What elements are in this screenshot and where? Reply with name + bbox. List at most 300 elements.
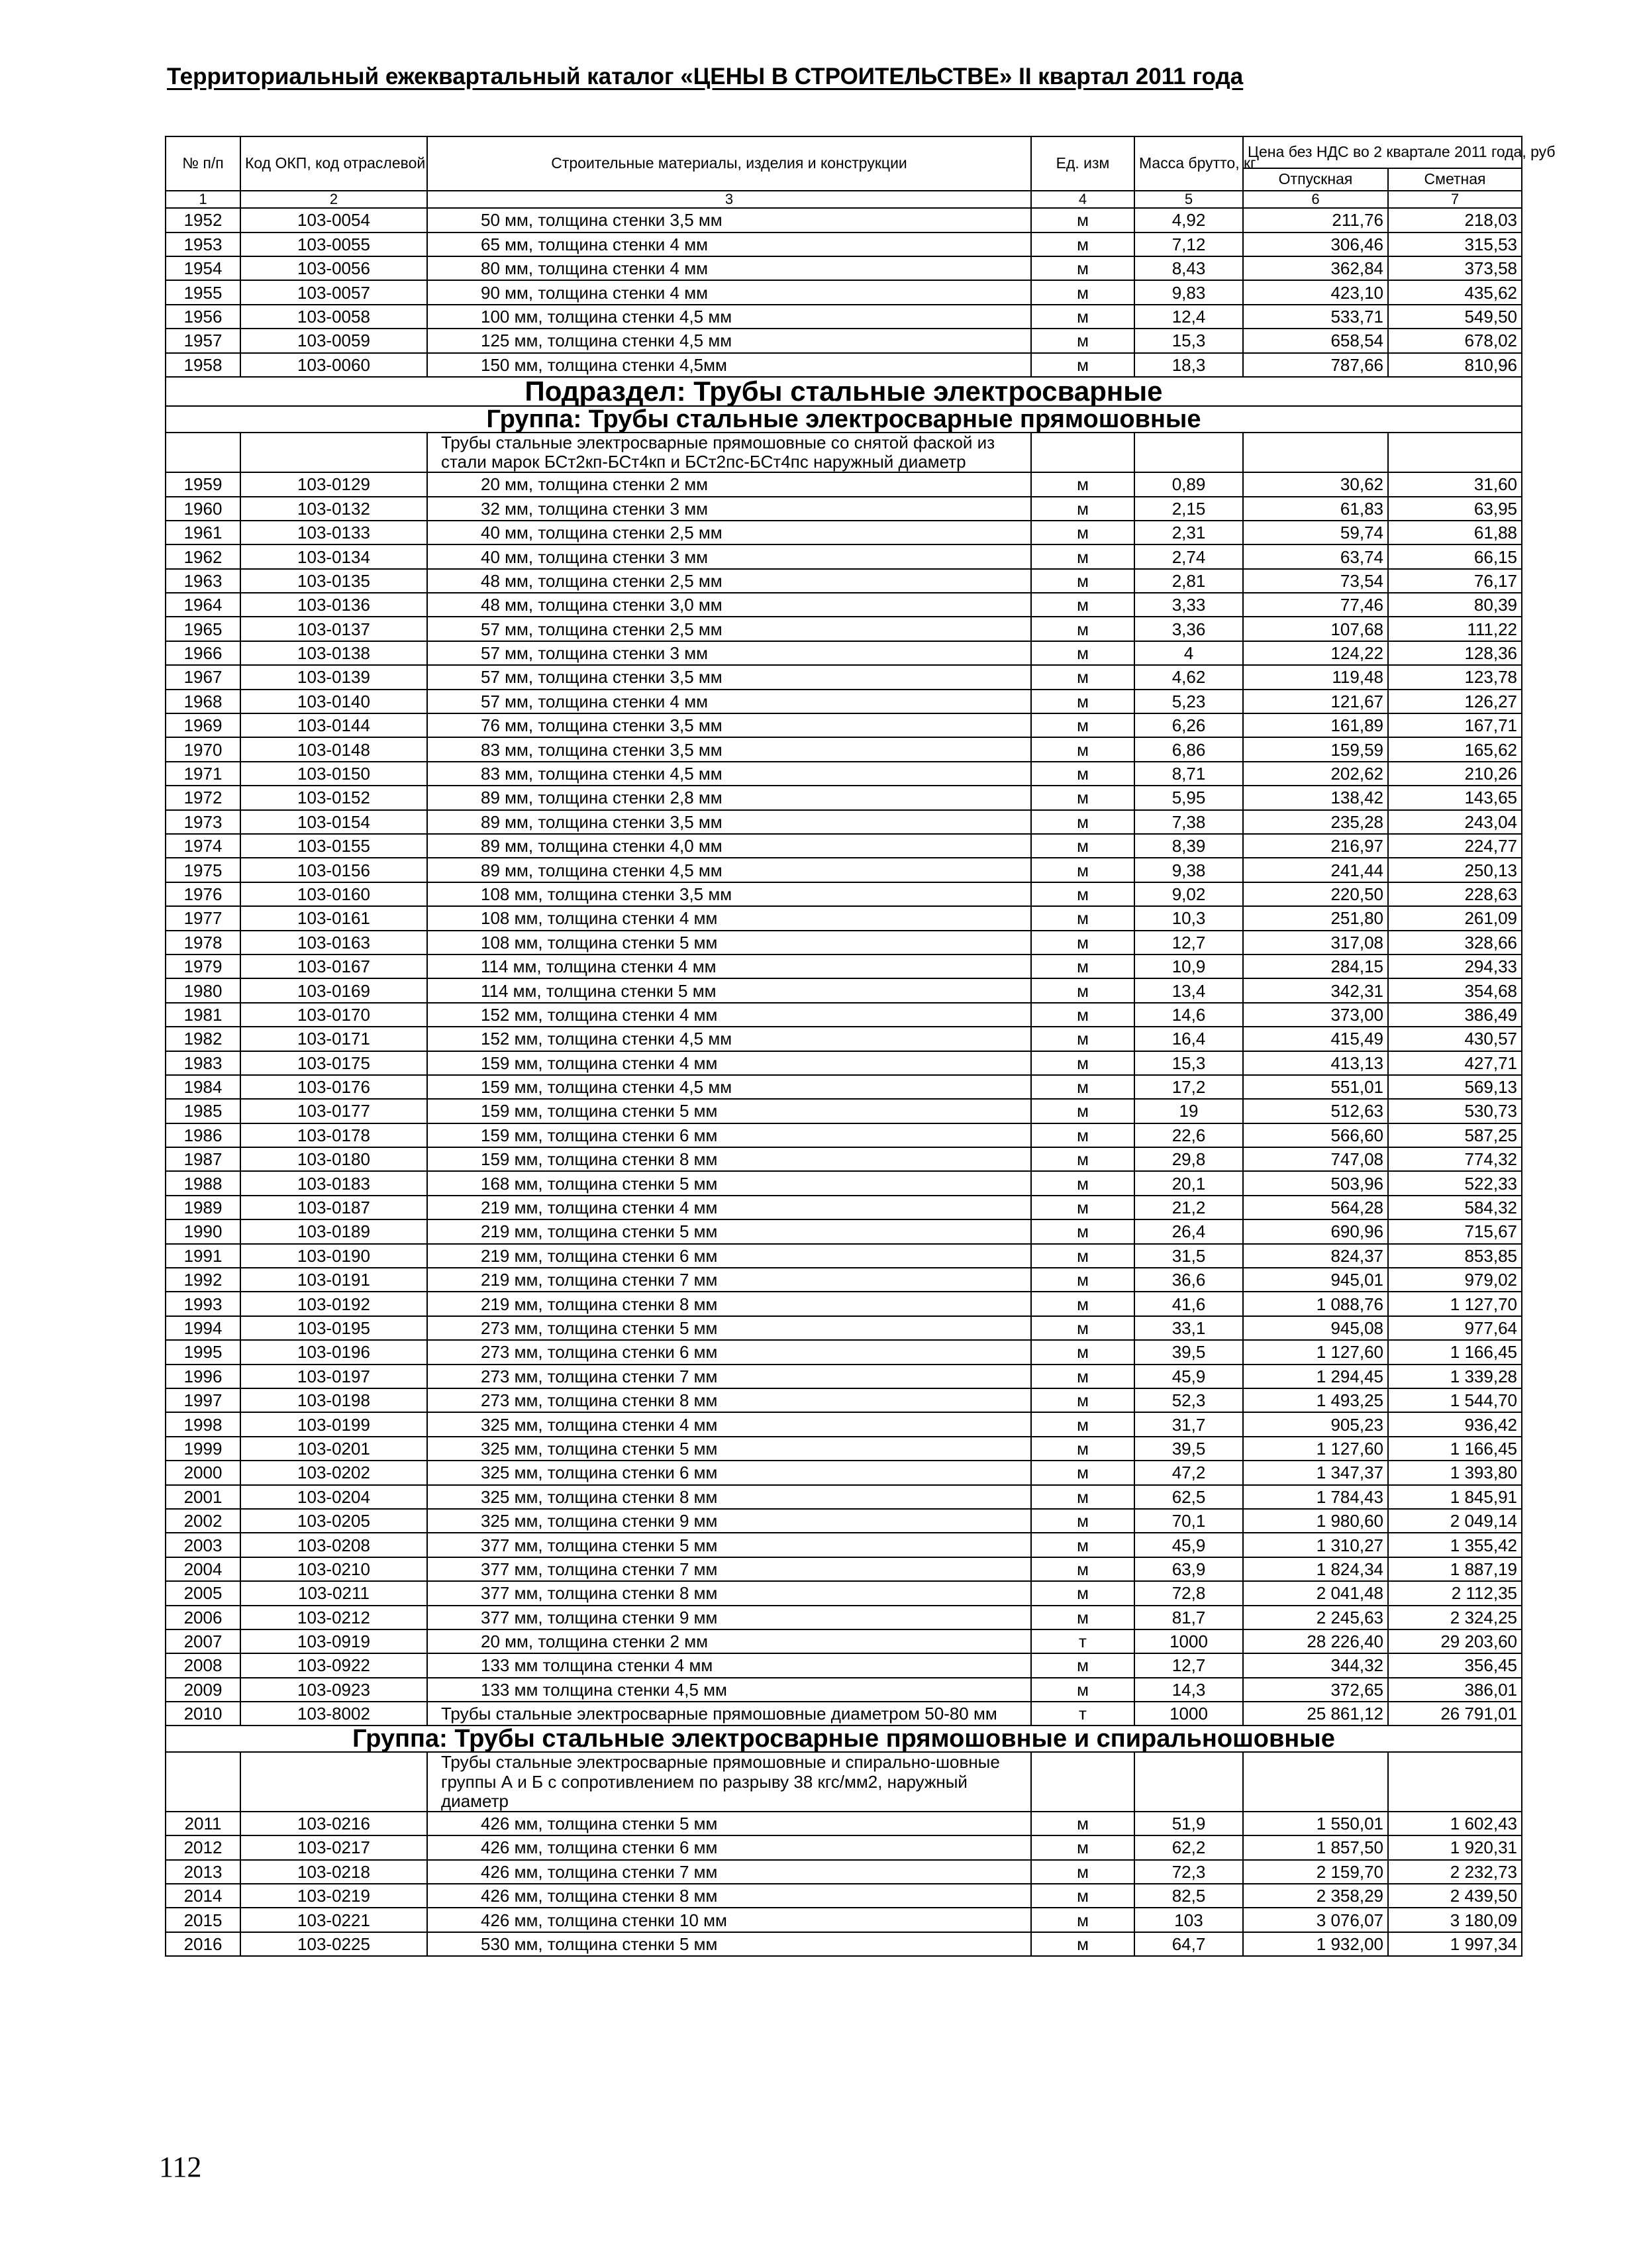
cell-num: 2014 [166, 1884, 240, 1908]
cell-num: 1999 [166, 1437, 240, 1461]
cell-mass: 16,4 [1134, 1027, 1243, 1051]
cell-name: 273 мм, толщина стенки 8 мм [427, 1388, 1031, 1412]
cell-mass: 1000 [1134, 1629, 1243, 1653]
cell-mass: 18,3 [1134, 353, 1243, 377]
cell-name: 50 мм, толщина стенки 3,5 мм [427, 208, 1031, 232]
cell-price-estimate: 2 112,35 [1388, 1581, 1522, 1605]
cell-unit: м [1031, 1606, 1134, 1629]
cell-price-estimate: 143,65 [1388, 786, 1522, 809]
table-row [166, 906, 1522, 930]
cell-mass: 0,89 [1134, 472, 1243, 496]
cell-num: 2001 [166, 1485, 240, 1509]
cell-num: 1962 [166, 544, 240, 568]
table-row [166, 1388, 1522, 1412]
cell-num: 2003 [166, 1533, 240, 1557]
cell-price-estimate: 715,67 [1388, 1219, 1522, 1243]
cell-code: 103-0177 [240, 1099, 427, 1123]
cell-code: 103-0218 [240, 1860, 427, 1884]
cell-num: 1973 [166, 810, 240, 834]
cell-price-release: 1 294,45 [1243, 1365, 1388, 1388]
cell-price-release: 59,74 [1243, 521, 1388, 544]
cell-mass: 5,23 [1134, 690, 1243, 713]
cell-code: 103-0923 [240, 1678, 427, 1702]
table-row [166, 931, 1522, 954]
cell-price-release: 342,31 [1243, 978, 1388, 1002]
cell-unit: м [1031, 690, 1134, 713]
cell-price-estimate: 1 393,80 [1388, 1461, 1522, 1484]
cell-price-release: 63,74 [1243, 544, 1388, 568]
table-row [166, 1533, 1522, 1557]
cell-num: 1992 [166, 1268, 240, 1292]
group-note: Трубы стальные электросварные прямошовные со снятой фаской из стали марок БСт2кп-БСт4кп и БСт2пс-БСт4пс наружный диаметр [427, 433, 1031, 472]
cell-price-estimate: 165,62 [1388, 737, 1522, 761]
cell-mass: 12,7 [1134, 1653, 1243, 1677]
cell-num: 2000 [166, 1461, 240, 1484]
cell-name: 152 мм, толщина стенки 4,5 мм [427, 1027, 1031, 1051]
cell-name: 89 мм, толщина стенки 4,0 мм [427, 834, 1031, 858]
cell-price-estimate: 261,09 [1388, 906, 1522, 930]
table-row [166, 1051, 1522, 1075]
cell-name: 108 мм, толщина стенки 5 мм [427, 931, 1031, 954]
col-header-price-estimate: Сметная [1388, 168, 1522, 191]
cell-unit: м [1031, 1003, 1134, 1027]
cell-price-estimate: 774,32 [1388, 1147, 1522, 1171]
cell-price-release: 1 493,25 [1243, 1388, 1388, 1412]
cell-mass: 82,5 [1134, 1884, 1243, 1908]
cell-price-estimate: 2 232,73 [1388, 1860, 1522, 1884]
cell-name: 152 мм, толщина стенки 4 мм [427, 1003, 1031, 1027]
cell-name: 48 мм, толщина стенки 3,0 мм [427, 593, 1031, 617]
cell-price-estimate: 1 544,70 [1388, 1388, 1522, 1412]
cell-unit: м [1031, 1461, 1134, 1484]
cell-mass: 17,2 [1134, 1075, 1243, 1099]
cell-unit: м [1031, 569, 1134, 593]
cell-unit: м [1031, 521, 1134, 544]
table-row [166, 1860, 1522, 1884]
cell-unit: м [1031, 1388, 1134, 1412]
cell-code: 103-0133 [240, 521, 427, 544]
cell-mass: 8,39 [1134, 834, 1243, 858]
cell-price-estimate: 111,22 [1388, 617, 1522, 641]
cell-unit: м [1031, 1908, 1134, 1932]
cell-num: 1964 [166, 593, 240, 617]
cell-unit: т [1031, 1702, 1134, 1726]
cell-price-estimate: 243,04 [1388, 810, 1522, 834]
cell-price-release: 747,08 [1243, 1147, 1388, 1171]
cell-name: 108 мм, толщина стенки 3,5 мм [427, 882, 1031, 906]
cell-name: 159 мм, толщина стенки 8 мм [427, 1147, 1031, 1171]
cell-name: 57 мм, толщина стенки 2,5 мм [427, 617, 1031, 641]
cell-code: 103-0176 [240, 1075, 427, 1099]
cell-price-estimate: 31,60 [1388, 472, 1522, 496]
cell-num: 2013 [166, 1860, 240, 1884]
cell-price-release: 423,10 [1243, 280, 1388, 304]
cell-price-release: 787,66 [1243, 353, 1388, 377]
cell-code: 103-0057 [240, 280, 427, 304]
cell-unit: м [1031, 1581, 1134, 1605]
cell-price-estimate: 315,53 [1388, 232, 1522, 256]
table-row [166, 1003, 1522, 1027]
group-title: Группа: Трубы стальные электросварные прямошовные [166, 406, 1522, 433]
cell-mass: 2,74 [1134, 544, 1243, 568]
table-row [166, 256, 1522, 280]
cell-name: 20 мм, толщина стенки 2 мм [427, 1629, 1031, 1653]
cell-name: 426 мм, толщина стенки 10 мм [427, 1908, 1031, 1932]
cell-mass: 62,5 [1134, 1485, 1243, 1509]
cell-mass: 7,12 [1134, 232, 1243, 256]
cell-code: 103-0919 [240, 1629, 427, 1653]
cell-name: 57 мм, толщина стенки 3,5 мм [427, 665, 1031, 689]
cell-code: 103-0216 [240, 1812, 427, 1835]
cell-unit: м [1031, 737, 1134, 761]
cell-unit: м [1031, 544, 1134, 568]
cell-price-estimate: 1 355,42 [1388, 1533, 1522, 1557]
cell-price-estimate: 979,02 [1388, 1268, 1522, 1292]
table-row [166, 593, 1522, 617]
cell-price-estimate: 936,42 [1388, 1412, 1522, 1436]
cell-num: 1981 [166, 1003, 240, 1027]
cell-price-release: 235,28 [1243, 810, 1388, 834]
col-number: 1 [166, 191, 240, 208]
col-header-price-release: Отпускная [1243, 168, 1388, 191]
cell-price-estimate: 218,03 [1388, 208, 1522, 232]
cell-name: 40 мм, толщина стенки 2,5 мм [427, 521, 1031, 544]
col-number: 7 [1388, 191, 1522, 208]
cell-unit: м [1031, 978, 1134, 1002]
cell-price-estimate: 810,96 [1388, 353, 1522, 377]
cell-mass: 10,9 [1134, 954, 1243, 978]
cell-unit: м [1031, 641, 1134, 665]
cell-price-estimate: 3 180,09 [1388, 1908, 1522, 1932]
table-row [166, 1292, 1522, 1315]
cell-price-estimate: 977,64 [1388, 1316, 1522, 1340]
col-header-mass: Масса брутто, кг [1134, 136, 1243, 191]
cell-unit: м [1031, 472, 1134, 496]
table-row [166, 1581, 1522, 1605]
cell-price-release: 690,96 [1243, 1219, 1388, 1243]
cell-code: 103-0058 [240, 305, 427, 329]
table-row [166, 641, 1522, 665]
cell-code: 103-0169 [240, 978, 427, 1002]
cell-code: 103-8002 [240, 1702, 427, 1726]
cell-price-release: 73,54 [1243, 569, 1388, 593]
table-row [166, 232, 1522, 256]
cell-price-release: 373,00 [1243, 1003, 1388, 1027]
cell-mass: 36,6 [1134, 1268, 1243, 1292]
cell-unit: м [1031, 1412, 1134, 1436]
col-header-num: № п/п [166, 136, 240, 191]
cell-name: 530 мм, толщина стенки 5 мм [427, 1932, 1031, 1956]
cell-name: 89 мм, толщина стенки 2,8 мм [427, 786, 1031, 809]
cell-unit: м [1031, 1365, 1134, 1388]
cell-mass: 4 [1134, 641, 1243, 665]
cell-unit: м [1031, 1099, 1134, 1123]
cell-mass: 4,62 [1134, 665, 1243, 689]
table-row [166, 834, 1522, 858]
cell-num: 1974 [166, 834, 240, 858]
cell-code: 103-0138 [240, 641, 427, 665]
cell-unit: м [1031, 1437, 1134, 1461]
cell-unit: м [1031, 1196, 1134, 1219]
cell-unit: м [1031, 1678, 1134, 1702]
cell-price-estimate: 80,39 [1388, 593, 1522, 617]
cell-unit: м [1031, 1812, 1134, 1835]
col-number: 3 [427, 191, 1031, 208]
cell-code: 103-0139 [240, 665, 427, 689]
table-row [166, 1219, 1522, 1243]
cell-unit: м [1031, 1884, 1134, 1908]
table-row [166, 737, 1522, 761]
cell-price-estimate: 63,95 [1388, 497, 1522, 521]
cell-num: 2007 [166, 1629, 240, 1653]
table-row [166, 1606, 1522, 1629]
cell-code: 103-0059 [240, 329, 427, 352]
cell-name: 426 мм, толщина стенки 5 мм [427, 1812, 1031, 1835]
cell-code: 103-0221 [240, 1908, 427, 1932]
cell-mass: 9,83 [1134, 280, 1243, 304]
table-row [166, 1147, 1522, 1171]
cell-price-release: 1 857,50 [1243, 1835, 1388, 1859]
cell-mass: 26,4 [1134, 1219, 1243, 1243]
cell-code: 103-0060 [240, 353, 427, 377]
cell-num: 2004 [166, 1557, 240, 1581]
cell-name: 426 мм, толщина стенки 6 мм [427, 1835, 1031, 1859]
cell-price-estimate: 1 845,91 [1388, 1485, 1522, 1509]
cell-mass: 33,1 [1134, 1316, 1243, 1340]
cell-code: 103-0152 [240, 786, 427, 809]
cell-code: 103-0155 [240, 834, 427, 858]
cell-num: 1983 [166, 1051, 240, 1075]
cell-num: 1989 [166, 1196, 240, 1219]
cell-name: 114 мм, толщина стенки 5 мм [427, 978, 1031, 1002]
cell-code: 103-0202 [240, 1461, 427, 1484]
cell-mass: 9,38 [1134, 858, 1243, 882]
cell-mass: 3,33 [1134, 593, 1243, 617]
cell-price-release: 945,08 [1243, 1316, 1388, 1340]
cell-code: 103-0140 [240, 690, 427, 713]
cell-mass: 31,5 [1134, 1244, 1243, 1268]
cell-name: 219 мм, толщина стенки 7 мм [427, 1268, 1031, 1292]
table-row [166, 1340, 1522, 1364]
cell-name: 325 мм, толщина стенки 6 мм [427, 1461, 1031, 1484]
cell-unit: м [1031, 1051, 1134, 1075]
cell-num: 2016 [166, 1932, 240, 1956]
table-row [166, 1653, 1522, 1677]
cell-price-release: 905,23 [1243, 1412, 1388, 1436]
cell-price-release: 161,89 [1243, 713, 1388, 737]
table-row [166, 1812, 1522, 1835]
col-header-unit: Ед. изм [1031, 136, 1134, 191]
col-header-code: Код ОКП, код отраслевой [240, 136, 427, 191]
cell-num: 1961 [166, 521, 240, 544]
cell-price-estimate: 2 439,50 [1388, 1884, 1522, 1908]
cell-code: 103-0201 [240, 1437, 427, 1461]
cell-name: 133 мм толщина стенки 4 мм [427, 1653, 1031, 1677]
table-row [166, 1509, 1522, 1533]
table-row [166, 1268, 1522, 1292]
cell-code: 103-0211 [240, 1581, 427, 1605]
cell-num: 1993 [166, 1292, 240, 1315]
cell-name: 219 мм, толщина стенки 6 мм [427, 1244, 1031, 1268]
table-row [166, 810, 1522, 834]
cell-price-release: 30,62 [1243, 472, 1388, 496]
cell-code: 103-0208 [240, 1533, 427, 1557]
table-row [166, 521, 1522, 544]
cell-code: 103-0204 [240, 1485, 427, 1509]
cell-code: 103-0144 [240, 713, 427, 737]
cell-name: 48 мм, толщина стенки 2,5 мм [427, 569, 1031, 593]
cell-unit: м [1031, 858, 1134, 882]
table-row [166, 329, 1522, 352]
cell-unit: м [1031, 329, 1134, 352]
cell-price-release: 566,60 [1243, 1123, 1388, 1147]
cell-price-estimate: 61,88 [1388, 521, 1522, 544]
cell-code: 103-0187 [240, 1196, 427, 1219]
cell-price-release: 28 226,40 [1243, 1629, 1388, 1653]
table-row [166, 1027, 1522, 1051]
cell-unit: м [1031, 208, 1134, 232]
cell-price-release: 306,46 [1243, 232, 1388, 256]
cell-unit: м [1031, 593, 1134, 617]
table-row [166, 1316, 1522, 1340]
cell-price-estimate: 522,33 [1388, 1171, 1522, 1195]
cell-mass: 41,6 [1134, 1292, 1243, 1315]
cell-price-release: 1 310,27 [1243, 1533, 1388, 1557]
cell-code: 103-0180 [240, 1147, 427, 1171]
cell-code: 103-0148 [240, 737, 427, 761]
cell-num: 1955 [166, 280, 240, 304]
cell-num: 2015 [166, 1908, 240, 1932]
cell-price-estimate: 373,58 [1388, 256, 1522, 280]
cell-unit: м [1031, 1268, 1134, 1292]
cell-price-release: 284,15 [1243, 954, 1388, 978]
cell-num: 1995 [166, 1340, 240, 1364]
cell-num: 1986 [166, 1123, 240, 1147]
table-row [166, 1365, 1522, 1388]
table-row [166, 713, 1522, 737]
cell-price-estimate: 678,02 [1388, 329, 1522, 352]
cell-price-release: 1 550,01 [1243, 1812, 1388, 1835]
cell-price-estimate: 76,17 [1388, 569, 1522, 593]
cell-num: 1965 [166, 617, 240, 641]
cell-price-estimate: 1 166,45 [1388, 1437, 1522, 1461]
cell-mass: 81,7 [1134, 1606, 1243, 1629]
page-number: 112 [159, 2151, 202, 2183]
cell-code: 103-0156 [240, 858, 427, 882]
cell-num: 1982 [166, 1027, 240, 1051]
cell-name: 159 мм, толщина стенки 5 мм [427, 1099, 1031, 1123]
cell-name: 219 мм, толщина стенки 5 мм [427, 1219, 1031, 1243]
cell-code: 103-0217 [240, 1835, 427, 1859]
cell-num: 1975 [166, 858, 240, 882]
table-row [166, 1099, 1522, 1123]
cell-name: 159 мм, толщина стенки 6 мм [427, 1123, 1031, 1147]
cell-unit: м [1031, 882, 1134, 906]
cell-code: 103-0171 [240, 1027, 427, 1051]
col-number: 2 [240, 191, 427, 208]
table-row [166, 1171, 1522, 1195]
cell-unit: м [1031, 1292, 1134, 1315]
cell-name: 325 мм, толщина стенки 4 мм [427, 1412, 1031, 1436]
cell-price-estimate: 1 127,70 [1388, 1292, 1522, 1315]
cell-code: 103-0150 [240, 762, 427, 786]
cell-unit: м [1031, 834, 1134, 858]
cell-num: 1996 [166, 1365, 240, 1388]
table-row [166, 280, 1522, 304]
cell-num: 1967 [166, 665, 240, 689]
cell-unit: м [1031, 1316, 1134, 1340]
cell-num: 1979 [166, 954, 240, 978]
cell-name: 159 мм, толщина стенки 4 мм [427, 1051, 1031, 1075]
table-row [166, 1461, 1522, 1484]
cell-code: 103-0189 [240, 1219, 427, 1243]
cell-unit: м [1031, 353, 1134, 377]
table-row [166, 1908, 1522, 1932]
table-row [166, 1123, 1522, 1147]
cell-unit: м [1031, 931, 1134, 954]
cell-name: 108 мм, толщина стенки 4 мм [427, 906, 1031, 930]
cell-name: 100 мм, толщина стенки 4,5 мм [427, 305, 1031, 329]
cell-price-estimate: 430,57 [1388, 1027, 1522, 1051]
table-row [166, 617, 1522, 641]
cell-mass: 1000 [1134, 1702, 1243, 1726]
cell-code: 103-0167 [240, 954, 427, 978]
cell-price-estimate: 66,15 [1388, 544, 1522, 568]
cell-unit: м [1031, 1557, 1134, 1581]
cell-num: 1959 [166, 472, 240, 496]
cell-price-release: 415,49 [1243, 1027, 1388, 1051]
rows-section-b [166, 472, 1522, 1702]
cell-price-estimate: 328,66 [1388, 931, 1522, 954]
cell-name: 219 мм, толщина стенки 4 мм [427, 1196, 1031, 1219]
cell-mass: 45,9 [1134, 1533, 1243, 1557]
cell-price-estimate: 853,85 [1388, 1244, 1522, 1268]
cell-mass: 6,26 [1134, 713, 1243, 737]
cell-name: 125 мм, толщина стенки 4,5 мм [427, 329, 1031, 352]
cell-mass: 14,6 [1134, 1003, 1243, 1027]
table-row [166, 305, 1522, 329]
table-row [166, 954, 1522, 978]
cell-price-estimate: 1 602,43 [1388, 1812, 1522, 1835]
cell-unit: т [1031, 1629, 1134, 1653]
cell-code: 103-0219 [240, 1884, 427, 1908]
cell-name: 20 мм, толщина стенки 2 мм [427, 472, 1031, 496]
cell-name: 219 мм, толщина стенки 8 мм [427, 1292, 1031, 1315]
cell-code: 103-0196 [240, 1340, 427, 1364]
cell-mass: 70,1 [1134, 1509, 1243, 1533]
cell-name: Трубы стальные электросварные прямошовные диаметром 50-80 мм [427, 1702, 1031, 1726]
page-header: Территориальный ежеквартальный каталог «ЦЕНЫ В СТРОИТЕЛЬСТВЕ» II квартал 2011 года [167, 64, 1244, 89]
cell-num: 1985 [166, 1099, 240, 1123]
cell-num: 1997 [166, 1388, 240, 1412]
cell-price-release: 2 041,48 [1243, 1581, 1388, 1605]
cell-unit: м [1031, 305, 1134, 329]
cell-name: 40 мм, толщина стенки 3 мм [427, 544, 1031, 568]
cell-unit: м [1031, 762, 1134, 786]
cell-price-release: 372,65 [1243, 1678, 1388, 1702]
subsection-title: Подраздел: Трубы стальные электросварные [166, 377, 1522, 406]
cell-num: 1953 [166, 232, 240, 256]
cell-name: 57 мм, толщина стенки 3 мм [427, 641, 1031, 665]
cell-code: 103-0137 [240, 617, 427, 641]
table-row [166, 544, 1522, 568]
cell-price-release: 413,13 [1243, 1051, 1388, 1075]
cell-mass: 45,9 [1134, 1365, 1243, 1388]
cell-code: 103-0170 [240, 1003, 427, 1027]
cell-mass: 39,5 [1134, 1340, 1243, 1364]
cell-code: 103-0190 [240, 1244, 427, 1268]
cell-name: 57 мм, толщина стенки 4 мм [427, 690, 1031, 713]
